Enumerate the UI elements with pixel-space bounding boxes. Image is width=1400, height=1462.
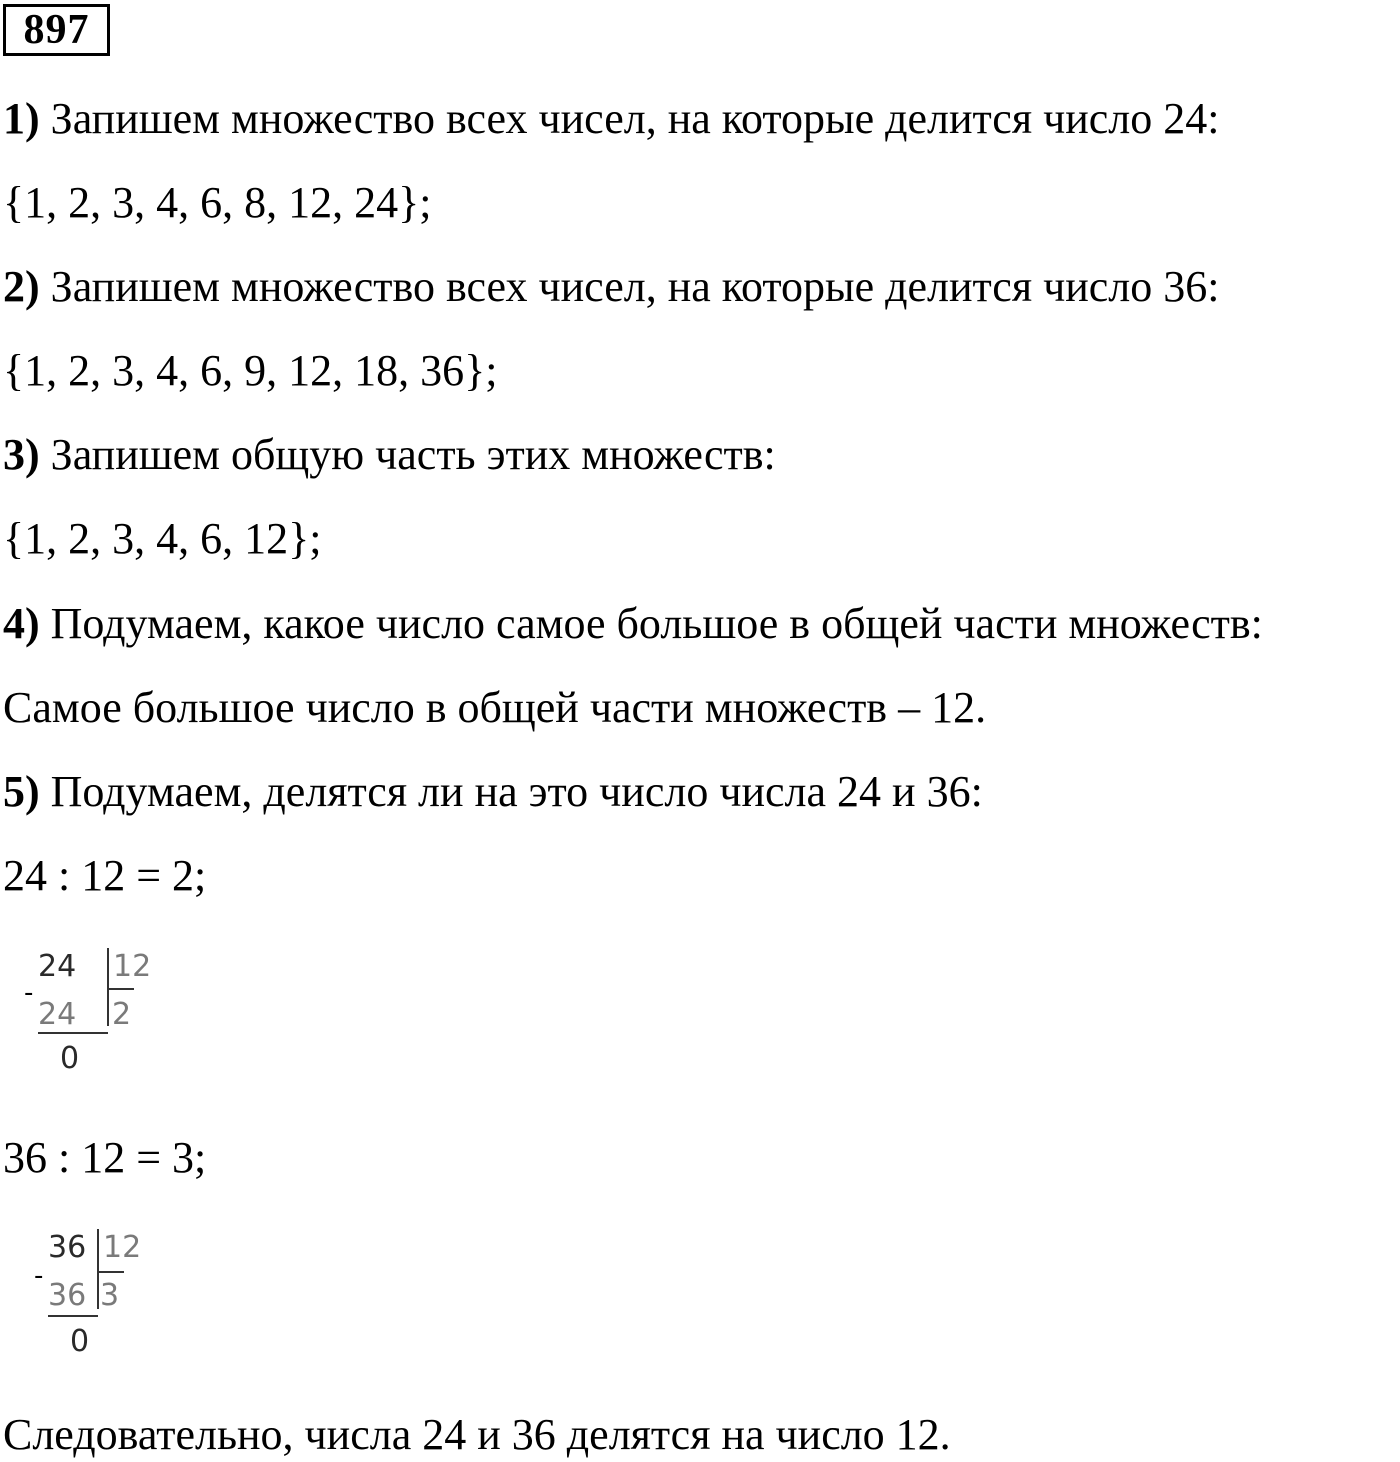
dividend: 24 [38,949,77,984]
step-number: 3) [3,430,40,479]
quotient: 3 [100,1278,120,1313]
conclusion-line [3,1410,951,1460]
divisor-underline [97,1271,124,1273]
long-division-24 [20,946,180,1086]
step-text: Подумаем, какое число самое большое в общей части множеств: [39,599,1263,648]
conclusion-text: Следовательно, числа 24 и 36 делятся на число 12. [3,1410,951,1459]
step-4-line [3,599,1263,649]
step-number: 5) [3,767,40,816]
problem-number-badge: 897 [3,4,110,56]
common-set-line [3,514,321,564]
divisor: 12 [113,949,152,984]
division-bar-vertical [97,1229,99,1309]
set-36-line [3,346,497,396]
subtrahend: 24 [38,997,77,1032]
max-common-line [3,683,986,733]
step-number: 1) [3,94,40,143]
step-text: Запишем множество всех чисел, на которые делится число 36: [39,262,1220,311]
subtrahend: 36 [48,1278,87,1313]
divisor-underline [107,988,134,990]
step-text: Запишем множество всех чисел, на которые делится число 24: [39,94,1220,143]
step-2-line [3,262,1219,312]
set-text: {1, 2, 3, 4, 6, 8, 12, 24}; [3,178,432,227]
minus-sign: - [34,1261,44,1291]
set-24-line [3,178,431,228]
equation-text: 24 : 12 = 2; [3,851,207,900]
minus-sign: - [24,978,34,1008]
quotient: 2 [112,997,132,1032]
step-text: Подумаем, делятся ли на это число числа 24 и 36: [39,767,983,816]
step-number: 2) [3,262,40,311]
long-division-36 [30,1227,190,1367]
equation-24-line [3,851,206,901]
dividend: 36 [48,1230,87,1265]
subtraction-line [38,1032,108,1034]
step-number: 4) [3,599,40,648]
result-text: Самое большое число в общей части множеств – 12. [3,683,987,732]
subtraction-line [48,1315,98,1317]
step-text: Запишем общую часть этих множеств: [39,430,776,479]
step-3-line [3,430,776,480]
equation-text: 36 : 12 = 3; [3,1133,207,1182]
step-5-line [3,767,983,817]
equation-36-line [3,1133,206,1183]
remainder: 0 [70,1324,90,1359]
remainder: 0 [60,1041,80,1076]
set-text: {1, 2, 3, 4, 6, 9, 12, 18, 36}; [3,346,498,395]
division-bar-vertical [107,948,109,1026]
set-text: {1, 2, 3, 4, 6, 12}; [3,514,322,563]
divisor: 12 [103,1230,142,1265]
step-1-line [3,94,1219,144]
